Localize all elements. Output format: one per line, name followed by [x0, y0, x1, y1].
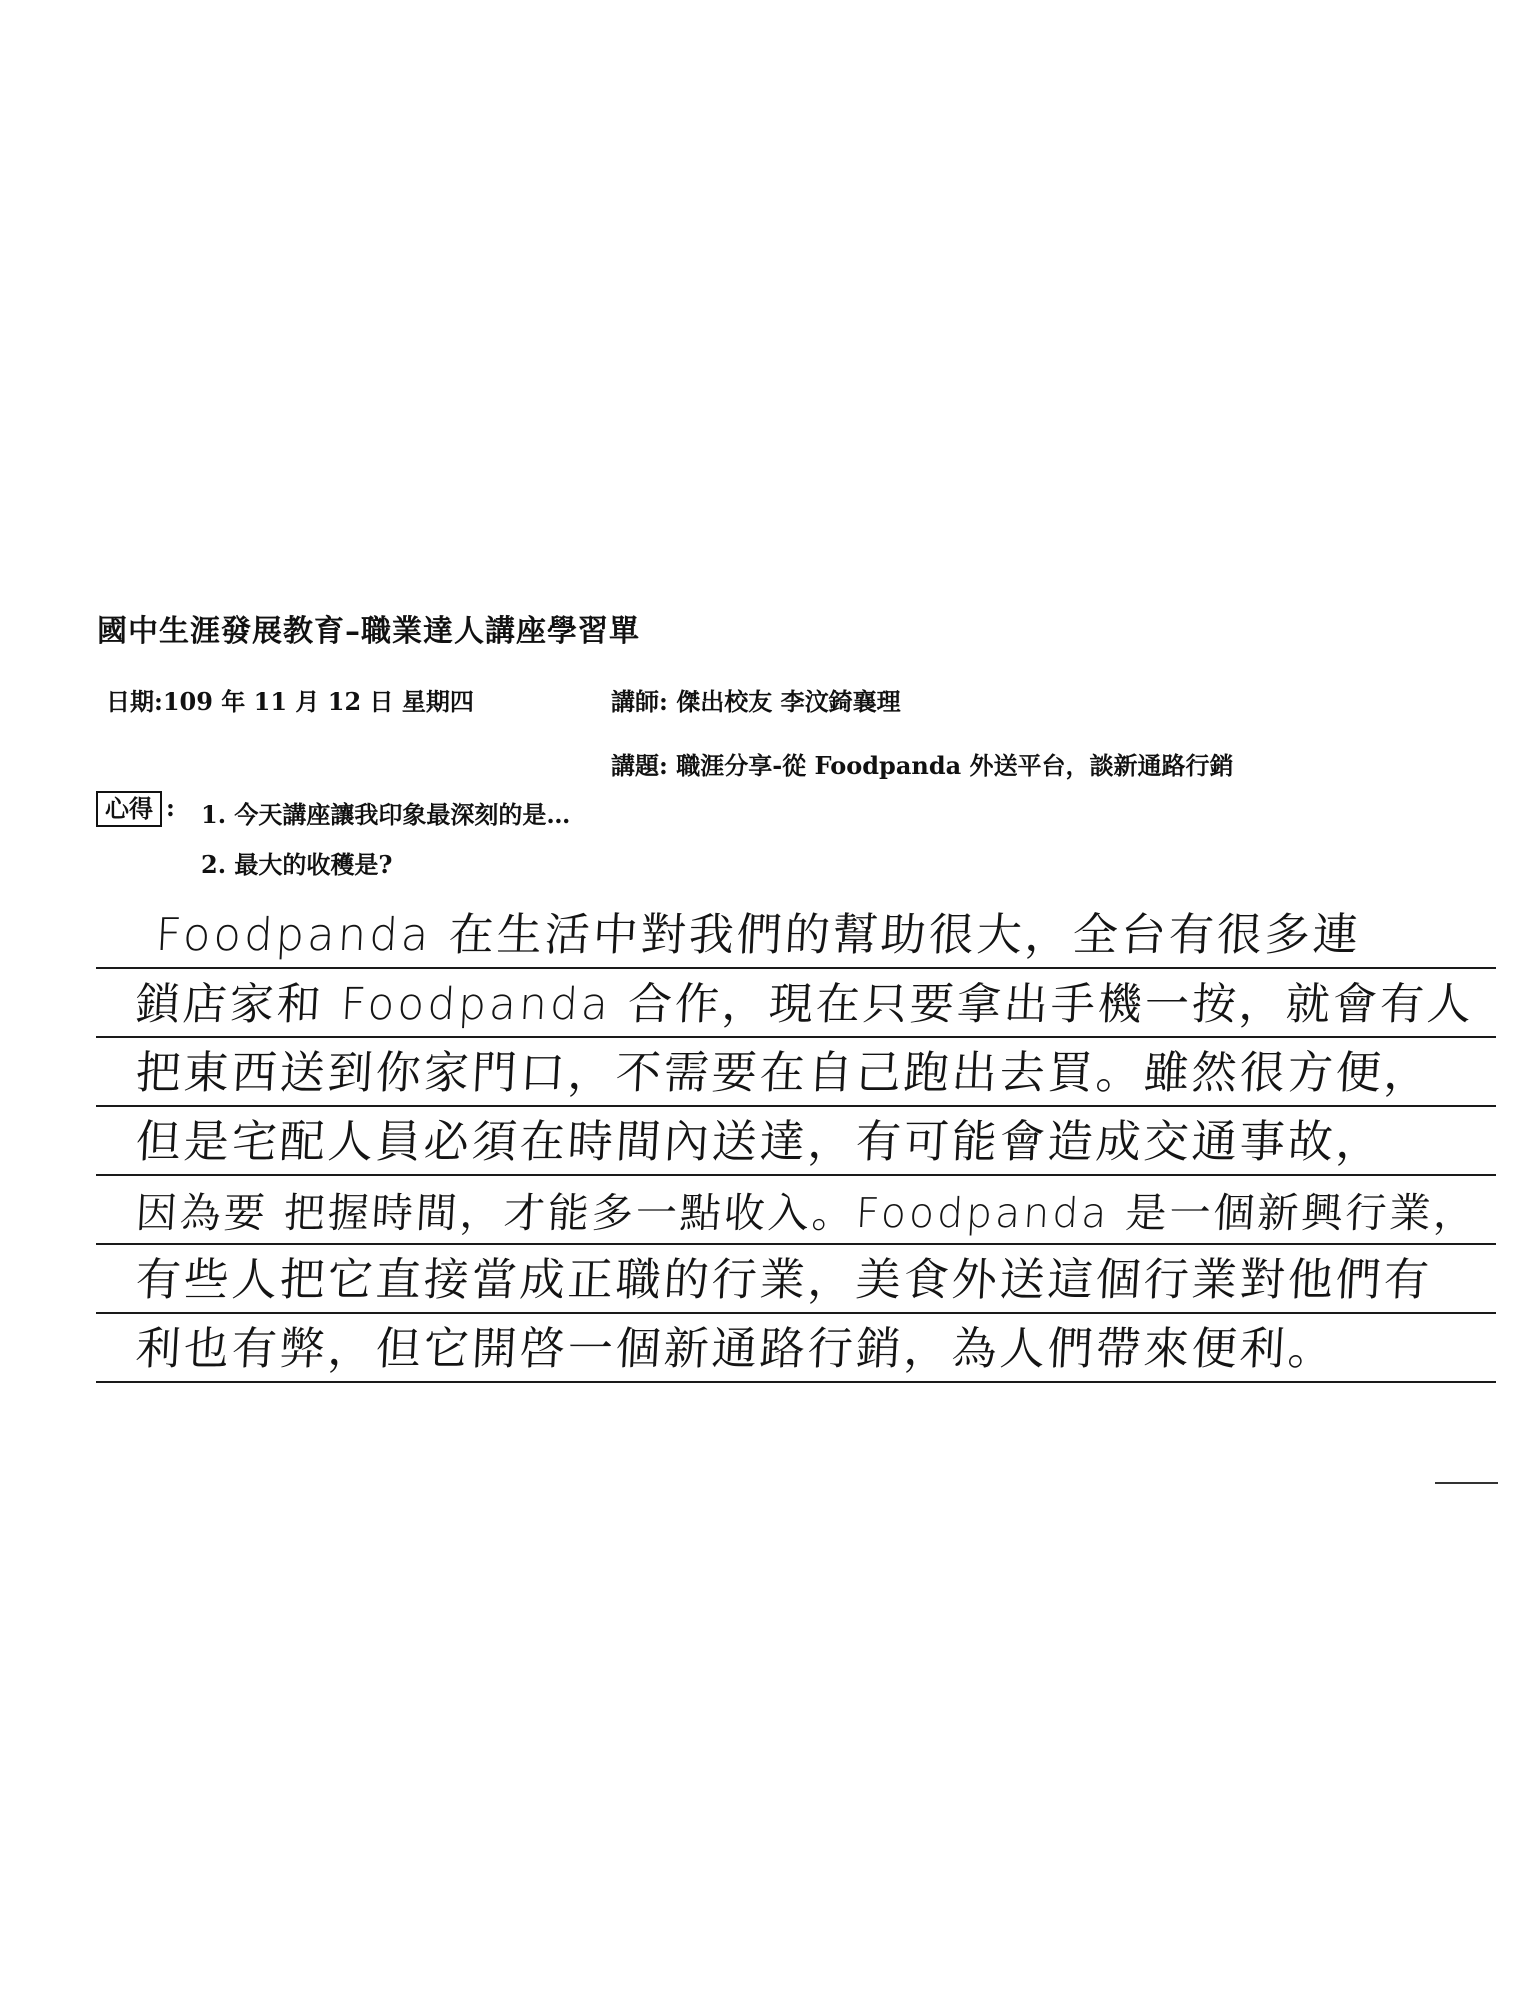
- trailing-rule: [1435, 1482, 1498, 1484]
- answer-line: [96, 1176, 1496, 1245]
- answer-text: 有些人把它直接當成正職的行業，美食外送這個行業對他們有: [134, 1253, 1434, 1306]
- reflection-colon: :: [166, 793, 175, 822]
- answer-text: Foodpanda 在生活中對我們的幫助很大，全台有很多連: [154, 908, 1363, 961]
- answer-text: 因為要 把握時間，才能多一點收入。Foodpanda 是一個新興行業，: [134, 1189, 1479, 1237]
- prompt-1: 1. 今天講座讓我印象最深刻的是…: [201, 800, 571, 829]
- handwritten-answer: [96, 900, 1496, 1383]
- date-line: 日期:109 年 11 月 12 日 星期四: [106, 687, 474, 716]
- answer-line: [96, 900, 1496, 969]
- answer-text: 但是宅配人員必須在時間內送達，有可能會造成交通事故，: [134, 1115, 1386, 1168]
- reflection-label: 心得: [96, 791, 162, 827]
- topic-line: 講題: 職涯分享-從 Foodpanda 外送平台，談新通路行銷: [611, 751, 1234, 780]
- answer-text: 鎖店家和 Foodpanda 合作，現在只要拿出手機一按，就會有人: [134, 979, 1476, 1030]
- answer-text: 利也有弊，但它開啓一個新通路行銷，為人們帶來便利。: [134, 1322, 1338, 1375]
- prompt-2: 2. 最大的收穫是?: [201, 850, 393, 879]
- answer-line: [96, 969, 1496, 1038]
- answer-text: 把東西送到你家門口，不需要在自己跑出去買。雖然很方便，: [134, 1046, 1434, 1099]
- answer-line: [96, 1107, 1496, 1176]
- worksheet-title: 國中生涯發展教育–職業達人講座學習單: [97, 614, 640, 649]
- lecturer-line: 講師: 傑出校友 李汶錡襄理: [611, 687, 901, 716]
- answer-line: [96, 1038, 1496, 1107]
- answer-line: [96, 1314, 1496, 1383]
- answer-line: [96, 1245, 1496, 1314]
